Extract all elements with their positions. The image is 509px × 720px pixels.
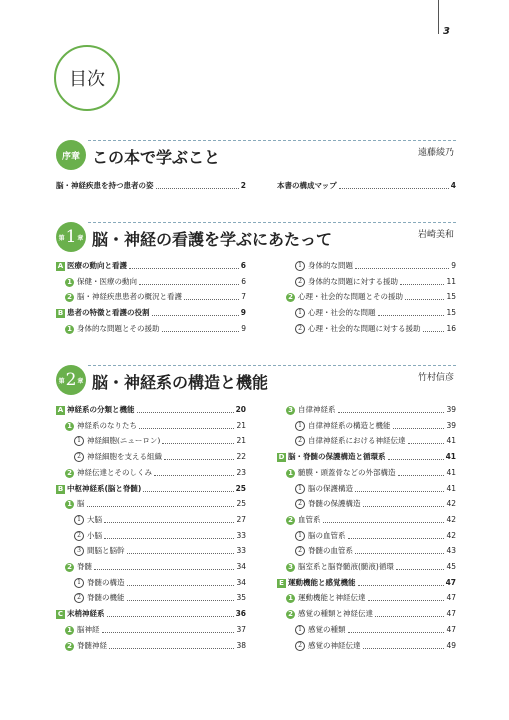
- toc-entry[interactable]: [286, 561, 456, 573]
- toc-entry-marker: D: [278, 452, 285, 461]
- toc-entry-page: 2: [240, 181, 246, 190]
- leader-dots: [104, 522, 234, 523]
- chapter-title: この本で学ぶこと: [92, 148, 221, 167]
- toc-entry[interactable]: [65, 291, 246, 303]
- toc-entry-marker: 2: [286, 610, 295, 619]
- toc-entry-marker: 2: [295, 277, 305, 287]
- toc-entry-page: 47: [445, 578, 456, 587]
- toc-entry[interactable]: [56, 260, 246, 272]
- toc-entry-marker: 3: [286, 563, 295, 572]
- toc-entry-marker: 2: [74, 452, 84, 462]
- toc-entry-page: 34: [236, 562, 246, 571]
- toc-entry-text: 髄膜・頭蓋骨などの外部構造: [298, 468, 396, 477]
- toc-entry[interactable]: [65, 561, 246, 573]
- toc-entry[interactable]: [56, 404, 246, 416]
- leader-dots: [152, 315, 239, 316]
- chapter-divider: [88, 140, 456, 141]
- toc-entry-page: 36: [235, 609, 246, 618]
- leader-dots: [355, 268, 449, 269]
- toc-entry-marker: B: [57, 308, 64, 317]
- toc-entry-text: 中枢神経系(脳と脊髄): [67, 484, 142, 493]
- toc-entry-marker: 1: [65, 325, 74, 334]
- toc-entry-title: [295, 498, 361, 510]
- toc-entry-page: 37: [236, 625, 246, 634]
- toc-entry-title: [295, 435, 406, 447]
- leader-dots: [400, 284, 444, 285]
- toc-entry-text: 脳・脊髄の保護構造と循環系: [288, 452, 386, 461]
- toc-entry[interactable]: [65, 624, 246, 636]
- toc-entry-marker: 1: [74, 515, 84, 525]
- toc-entry[interactable]: [295, 260, 456, 272]
- toc-entry-text: 心理・社会的な問題に対する援助: [308, 324, 421, 333]
- toc-entry-page: 22: [236, 452, 246, 461]
- toc-entry-title: [295, 624, 346, 636]
- leader-dots: [154, 475, 234, 476]
- toc-entry-text: 感覚の神経伝達: [308, 641, 361, 650]
- toc-entry-marker: 2: [65, 642, 74, 651]
- toc-entry[interactable]: [65, 498, 246, 510]
- toc-entry-title: [65, 467, 152, 479]
- leader-dots: [127, 600, 235, 601]
- chapter-divider: [88, 222, 456, 223]
- toc-entry-title: [295, 276, 398, 288]
- header-rule: [438, 0, 439, 34]
- toc-entry[interactable]: [74, 577, 246, 589]
- toc-entry-text: 保健・医療の動向: [77, 277, 137, 286]
- toc-entry-page: 15: [446, 308, 456, 317]
- toc-entry-page: 49: [446, 641, 456, 650]
- leader-dots: [127, 553, 235, 554]
- toc-entry-page: 21: [236, 421, 246, 430]
- toc-entry-title: [277, 577, 356, 589]
- toc-entry[interactable]: [74, 514, 246, 526]
- toc-entry-page: 9: [240, 308, 246, 317]
- toc-entry-title: [56, 180, 154, 192]
- toc-entry-page: 42: [446, 515, 456, 524]
- toc-entry-title: [74, 545, 125, 557]
- toc-entry-marker: 1: [286, 594, 295, 603]
- toc-entry-marker: 1: [295, 625, 305, 635]
- toc-entry-page: 6: [240, 261, 246, 270]
- toc-entry-title: [295, 530, 346, 542]
- toc-entry-page: 47: [446, 593, 456, 602]
- toc-entry[interactable]: [56, 307, 246, 319]
- toc-entry-page: 39: [446, 421, 456, 430]
- leader-dots: [348, 632, 445, 633]
- toc-entry-page: 38: [236, 641, 246, 650]
- toc-entry-title: [56, 307, 150, 319]
- toc-entry-title: [65, 323, 160, 335]
- toc-entry-marker: 1: [295, 484, 305, 494]
- toc-entry-title: [56, 608, 105, 620]
- toc-entry-text: 自律神経系の構造と機能: [308, 421, 391, 430]
- toc-entry[interactable]: [295, 323, 456, 335]
- toc-entry[interactable]: [56, 608, 246, 620]
- leader-dots: [363, 506, 445, 507]
- toc-entry-marker: 1: [65, 422, 74, 431]
- toc-entry-title: [286, 291, 403, 303]
- toc-entry[interactable]: [65, 323, 246, 335]
- chapter-title: 脳・神経の看護を学ぶにあたって: [92, 230, 333, 249]
- toc-entry-title: [277, 180, 337, 192]
- toc-entry-marker: 2: [65, 563, 74, 572]
- leader-dots: [104, 538, 234, 539]
- toc-entry[interactable]: [56, 483, 246, 495]
- toc-entry-title: [74, 577, 125, 589]
- leader-dots: [348, 538, 445, 539]
- toc-entry-text: 身体的な問題: [308, 261, 353, 270]
- toc-entry-title: [65, 498, 85, 510]
- toc-entry-title: [295, 483, 353, 495]
- toc-entry-text: 脊髄の保護構造: [308, 499, 361, 508]
- toc-entry[interactable]: [277, 451, 456, 463]
- toc-entry-page: 41: [446, 436, 456, 445]
- toc-entry-text: 自律神経系: [298, 405, 336, 414]
- toc-entry-page: 34: [236, 578, 246, 587]
- toc-entry-title: [65, 276, 137, 288]
- leader-dots: [393, 428, 445, 429]
- leader-dots: [162, 443, 234, 444]
- toc-entry-text: 患者の特徴と看護の役割: [67, 308, 150, 317]
- leader-dots: [139, 428, 234, 429]
- chapter-header-1: [56, 222, 456, 252]
- toc-entry-marker: 2: [295, 324, 305, 334]
- toc-entry-text: 脳室系と脳脊髄液(髄液)循環: [298, 562, 394, 571]
- toc-entry[interactable]: [286, 514, 456, 526]
- toc-entry[interactable]: [277, 577, 456, 589]
- toc-entry[interactable]: [295, 498, 456, 510]
- leader-dots: [396, 569, 445, 570]
- toc-entry-title: [286, 467, 396, 479]
- toc-entry-title: [56, 260, 127, 272]
- toc-entry-page: 9: [451, 261, 456, 270]
- toc-entry-title: [286, 404, 336, 416]
- chapter-header-prologue: [56, 140, 456, 170]
- leader-dots: [355, 553, 444, 554]
- leader-dots: [107, 616, 234, 617]
- toc-entry-text: 間脳と脳幹: [87, 546, 125, 555]
- toc-entry-text: 脊髄の構造: [87, 578, 125, 587]
- toc-entry-title: [65, 420, 137, 432]
- page-number: 3: [443, 26, 450, 37]
- leader-dots: [139, 284, 239, 285]
- toc-entry-title: [286, 561, 394, 573]
- toc-entry-text: 神経伝達とそのしくみ: [77, 468, 152, 477]
- toc-entry-marker: 1: [295, 421, 305, 431]
- toc-entry-title: [74, 435, 160, 447]
- leader-dots: [143, 491, 233, 492]
- toc-entry-page: 23: [236, 468, 246, 477]
- toc-entry-page: 27: [236, 515, 246, 524]
- toc-entry-text: 感覚の種類: [308, 625, 346, 634]
- toc-entry-page: 41: [445, 452, 456, 461]
- leader-dots: [137, 412, 234, 413]
- toc-entry[interactable]: [286, 291, 456, 303]
- leader-dots: [102, 632, 235, 633]
- toc-entry-text: 医療の動向と看護: [67, 261, 127, 270]
- toc-entry-text: 運動機能と感覚機能: [288, 578, 356, 587]
- toc-entry-page: 45: [446, 562, 456, 571]
- toc-entry-page: 21: [236, 436, 246, 445]
- leader-dots: [398, 475, 445, 476]
- chapter-badge: 序章: [56, 140, 86, 170]
- toc-entry-title: [295, 260, 353, 272]
- leader-dots: [184, 299, 239, 300]
- toc-entry[interactable]: [74, 545, 246, 557]
- chapter-author: 岩崎美和: [417, 230, 454, 240]
- toc-entry[interactable]: [74, 451, 246, 463]
- toc-entry[interactable]: [286, 608, 456, 620]
- toc-entry-title: [65, 640, 107, 652]
- leader-dots: [323, 522, 445, 523]
- toc-entry-text: 自律神経系における神経伝達: [308, 436, 406, 445]
- toc-entry-title: [65, 291, 182, 303]
- chapter-author: 遠藤綾乃: [417, 148, 454, 158]
- toc-entry-title: [295, 640, 361, 652]
- toc-entry[interactable]: [295, 640, 456, 652]
- toc-entry-text: 末梢神経系: [67, 609, 105, 618]
- toc-entry-page: 35: [236, 593, 246, 602]
- toc-entry-page: 47: [446, 625, 456, 634]
- toc-entry[interactable]: [286, 404, 456, 416]
- toc-entry-text: 脊髄神経: [77, 641, 107, 650]
- toc-entry-page: 42: [446, 531, 456, 540]
- chapter-title: 脳・神経系の構造と機能: [92, 373, 269, 392]
- toc-entry[interactable]: [277, 180, 456, 192]
- toc-entry-title: [286, 608, 373, 620]
- toc-entry-title: [295, 420, 391, 432]
- leader-dots: [408, 443, 445, 444]
- toc-entry-page: 25: [236, 499, 246, 508]
- toc-entry-title: [56, 483, 141, 495]
- toc-entry[interactable]: [295, 530, 456, 542]
- toc-entry-text: 脳の血管系: [308, 531, 346, 540]
- leader-dots: [405, 299, 444, 300]
- leader-dots: [388, 459, 444, 460]
- toc-entry-marker: 1: [65, 500, 74, 509]
- toc-entry-text: 本書の構成マップ: [277, 181, 337, 190]
- toc-entry-title: [74, 451, 162, 463]
- toc-entry-page: 20: [235, 405, 246, 414]
- toc-entry-page: 4: [450, 181, 456, 190]
- toc-entry-page: 33: [236, 546, 246, 555]
- toc-entry-text: 神経系の分類と機能: [67, 405, 135, 414]
- toc-entry-marker: 2: [74, 531, 84, 541]
- toc-entry-text: 脳神経: [77, 625, 100, 634]
- toc-entry-page: 47: [446, 609, 456, 618]
- toc-entry-text: 心理・社会的な問題とその援助: [298, 292, 403, 301]
- toc-entry-title: [74, 530, 102, 542]
- toc-entry-text: 小脳: [87, 531, 102, 540]
- chapter-badge: 第 2 章: [56, 365, 86, 395]
- toc-title: 目次: [69, 69, 105, 90]
- toc-entry-text: 脊髄の血管系: [308, 546, 353, 555]
- toc-entry-page: 16: [446, 324, 456, 333]
- toc-entry[interactable]: [295, 545, 456, 557]
- toc-entry-title: [286, 592, 366, 604]
- toc-entry-marker: 2: [286, 293, 295, 302]
- toc-entry-page: 9: [241, 324, 246, 333]
- toc-entry-title: [286, 514, 321, 526]
- toc-entry-page: 39: [446, 405, 456, 414]
- toc-entry-marker: 2: [65, 293, 74, 302]
- leader-dots: [156, 188, 239, 189]
- toc-entry-page: 41: [446, 484, 456, 493]
- toc-entry-marker: 2: [295, 546, 305, 556]
- toc-entry-title: [65, 561, 92, 573]
- toc-entry-marker: 1: [74, 436, 84, 446]
- leader-dots: [358, 585, 444, 586]
- toc-entry-marker: 1: [295, 531, 305, 541]
- leader-dots: [87, 506, 235, 507]
- chapter-divider: [88, 365, 456, 366]
- toc-entry-text: 脳・神経疾患患者の概況と看護: [77, 292, 182, 301]
- toc-entry-title: [295, 307, 376, 319]
- leader-dots: [339, 188, 449, 189]
- toc-entry[interactable]: [295, 420, 456, 432]
- toc-entry-text: 脳: [77, 499, 85, 508]
- toc-entry[interactable]: [295, 435, 456, 447]
- toc-entry-title: [56, 404, 135, 416]
- toc-entry-marker: 1: [295, 308, 305, 318]
- toc-entry-title: [295, 545, 353, 557]
- toc-entry-text: 大脳: [87, 515, 102, 524]
- toc-entry-marker: 1: [74, 578, 84, 588]
- toc-entry-marker: A: [57, 261, 64, 270]
- leader-dots: [423, 331, 445, 332]
- toc-entry-text: 身体的な問題とその援助: [77, 324, 160, 333]
- toc-entry-page: 42: [446, 499, 456, 508]
- toc-entry-title: [65, 624, 100, 636]
- toc-entry-text: 脊髄の機能: [87, 593, 125, 602]
- toc-entry-marker: C: [57, 609, 64, 618]
- leader-dots: [127, 585, 235, 586]
- toc-entry-marker: 1: [295, 261, 305, 271]
- toc-entry[interactable]: [65, 276, 246, 288]
- toc-entry-text: 脳の保護構造: [308, 484, 353, 493]
- toc-entry-marker: 1: [286, 469, 295, 478]
- toc-entry-title: [295, 323, 421, 335]
- toc-entry[interactable]: [74, 530, 246, 542]
- toc-entry-marker: 1: [65, 278, 74, 287]
- toc-entry-text: 感覚の種類と神経伝達: [298, 609, 373, 618]
- toc-entry-text: 脳・神経疾患を持つ患者の姿: [56, 181, 154, 190]
- chapter-header-2: [56, 365, 456, 395]
- leader-dots: [109, 648, 234, 649]
- toc-entry-marker: 2: [295, 641, 305, 651]
- leader-dots: [378, 315, 445, 316]
- toc-entry-marker: 2: [295, 436, 305, 446]
- toc-entry-page: 6: [241, 277, 246, 286]
- toc-entry-text: 神経細胞を支える組織: [87, 452, 162, 461]
- toc-entry-marker: E: [277, 579, 286, 588]
- toc-entry-title: [74, 592, 125, 604]
- toc-entry-marker: 2: [65, 469, 74, 478]
- toc-entry[interactable]: [286, 467, 456, 479]
- toc-entry-marker: 2: [295, 499, 305, 509]
- toc-entry-title: [277, 451, 386, 463]
- toc-entry-marker: 3: [74, 546, 84, 556]
- toc-entry-text: 脊髄: [77, 562, 92, 571]
- toc-entry-text: 神経系のなりたち: [77, 421, 137, 430]
- toc-entry-title: [74, 514, 102, 526]
- toc-entry-text: 運動機能と神経伝達: [298, 593, 366, 602]
- leader-dots: [368, 600, 445, 601]
- toc-entry-marker: 2: [286, 516, 295, 525]
- toc-entry-page: 11: [446, 277, 456, 286]
- toc-entry-text: 心理・社会的な問題: [308, 308, 376, 317]
- toc-entry-page: 25: [235, 484, 246, 493]
- toc-entry-page: 43: [446, 546, 456, 555]
- toc-entry-page: 15: [446, 292, 456, 301]
- leader-dots: [94, 569, 234, 570]
- toc-entry[interactable]: [295, 624, 456, 636]
- toc-entry[interactable]: [286, 592, 456, 604]
- leader-dots: [363, 648, 445, 649]
- leader-dots: [338, 412, 445, 413]
- toc-entry-marker: A: [57, 405, 64, 414]
- leader-dots: [355, 491, 444, 492]
- toc-entry-page: 41: [446, 468, 456, 477]
- toc-entry-text: 身体的な問題に対する援助: [308, 277, 398, 286]
- leader-dots: [129, 268, 239, 269]
- toc-entry[interactable]: [65, 640, 246, 652]
- toc-entry-text: 神経細胞(ニューロン): [87, 436, 161, 445]
- toc-entry[interactable]: [56, 180, 246, 192]
- chapter-author: 竹村信彦: [417, 373, 454, 383]
- toc-entry-page: 7: [241, 292, 246, 301]
- toc-title-circle: [54, 45, 120, 111]
- toc-entry[interactable]: [74, 592, 246, 604]
- chapter-badge: 第 1 章: [56, 222, 86, 252]
- leader-dots: [164, 459, 234, 460]
- toc-entry[interactable]: [74, 435, 246, 447]
- toc-entry-page: 33: [236, 531, 246, 540]
- leader-dots: [162, 331, 240, 332]
- toc-entry[interactable]: [295, 483, 456, 495]
- toc-entry[interactable]: [295, 307, 456, 319]
- toc-entry[interactable]: [295, 276, 456, 288]
- toc-entry[interactable]: [65, 420, 246, 432]
- toc-entry-marker: 2: [74, 593, 84, 603]
- leader-dots: [375, 616, 444, 617]
- toc-entry-marker: 1: [65, 626, 74, 635]
- toc-entry[interactable]: [65, 467, 246, 479]
- toc-entry-text: 血管系: [298, 515, 321, 524]
- toc-entry-marker: 3: [286, 406, 295, 415]
- toc-entry-marker: B: [57, 484, 64, 493]
